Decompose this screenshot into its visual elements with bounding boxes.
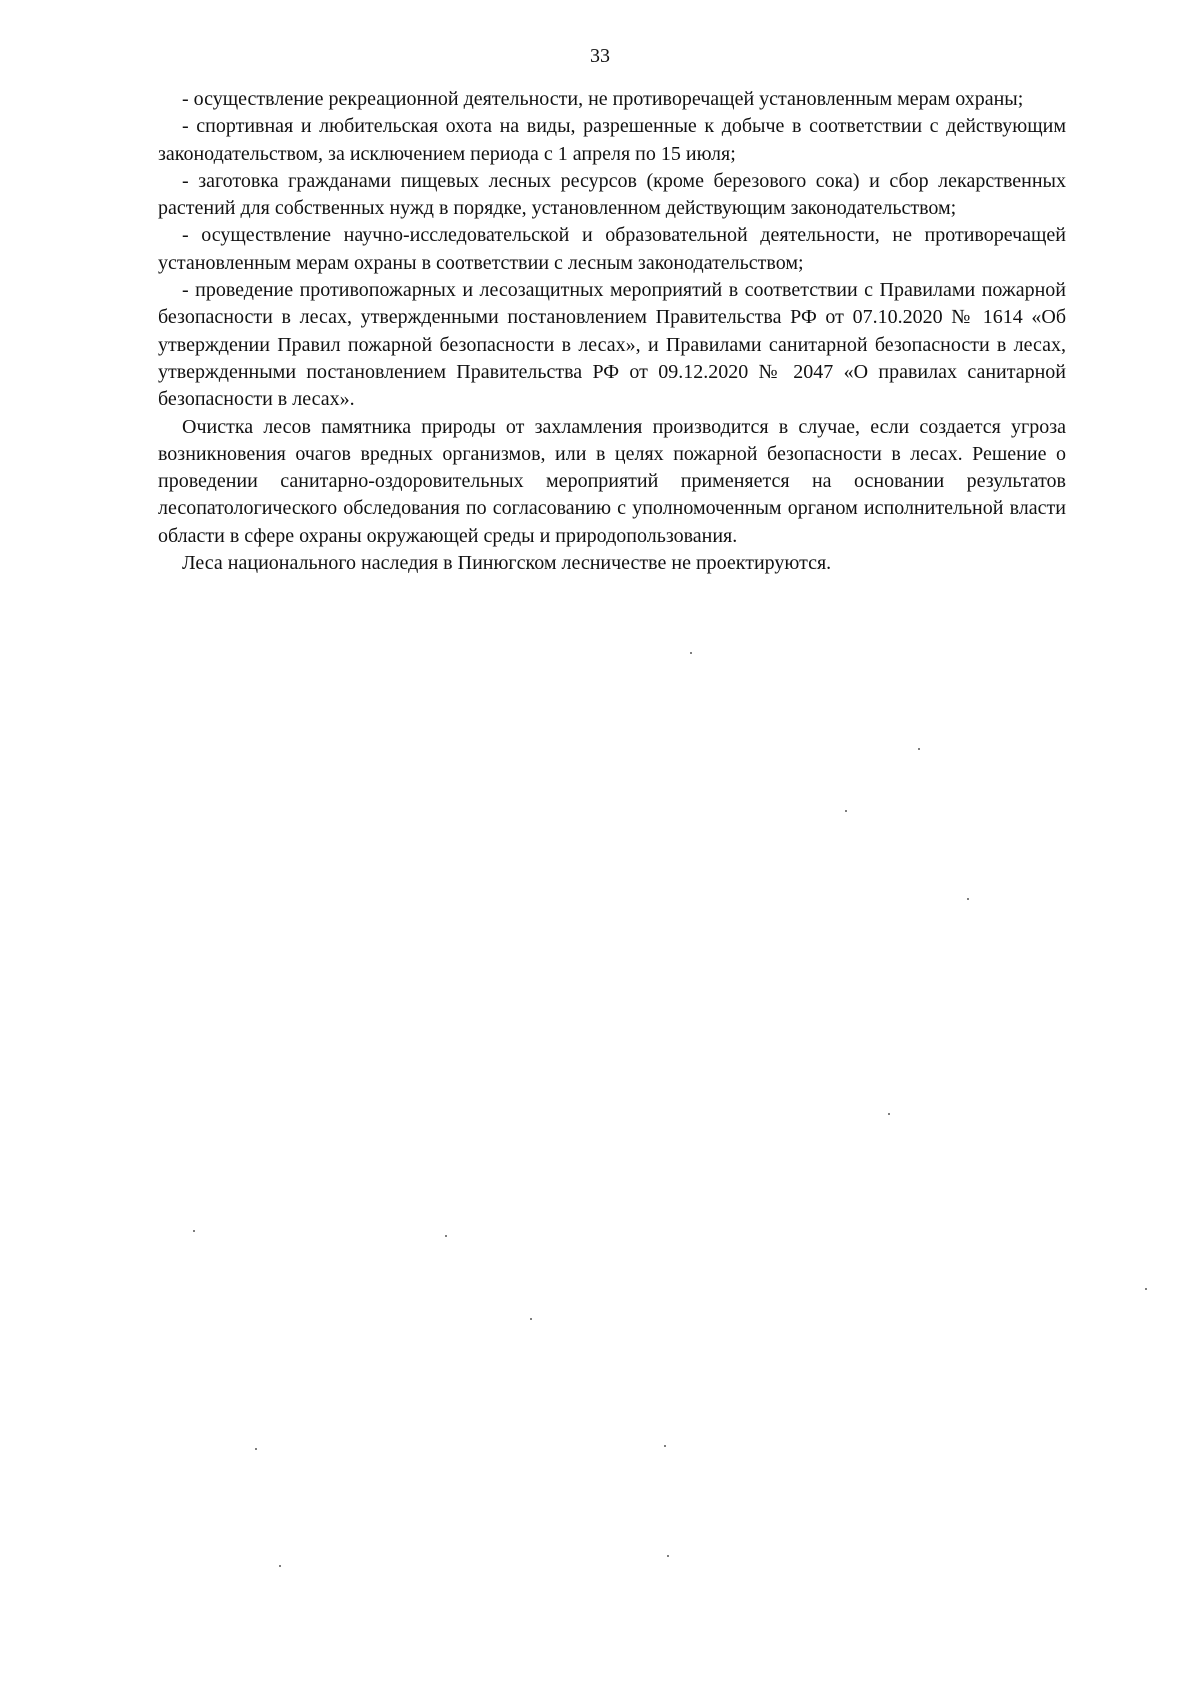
paragraph-research: - осуществление научно-исследовательской и образовательной деятельности, не противоречащей установленным мерам охраны в соответствии с лесным законодательством; — [158, 224, 1066, 274]
document-body — [158, 86, 1066, 577]
scan-speck — [193, 1230, 195, 1232]
paragraph-hunting: - спортивная и любительская охота на виды, разрешенные к добыче в соответствии с действующим законодательством, за исключением периода с 1 апреля по 15 июля; — [158, 115, 1066, 165]
scan-speck — [1145, 1288, 1147, 1290]
scan-speck — [530, 1318, 532, 1320]
scan-speck — [845, 810, 847, 812]
scan-speck — [279, 1565, 281, 1567]
paragraph-fire-protection: - проведение противопожарных и лесозащитных мероприятий в соответствии с Правилами пожарной безопасности в лесах, утвержденными постановлением Правительства РФ от 07.10.2020 № 1614 «Об утверждении Правил пожарной безопасности в лесах», и Правилами санитарной безопасности в лесах, утвержденными постановлением Правительства РФ от 09.12.2020 № 2047 «О правилах санитарной безопасности в лесах». — [158, 279, 1066, 411]
paragraph-forest-cleaning: Очистка лесов памятника природы от захламления производится в случае, если создается угроза возникновения очагов вредных организмов, или в целях пожарной безопасности в лесах. Решение о проведении санитарно-оздоровительных мероприятий применяется на основании результатов лесопатологического обследования по согласованию с уполномоченным органом исполнительной власти области в сфере охраны окружающей среды и природопользования. — [158, 415, 1066, 547]
scan-speck — [255, 1448, 257, 1450]
paragraph-recreation: - осуществление рекреационной деятельности, не противоречащей установленным мерам охраны; — [182, 88, 1024, 110]
scan-speck — [967, 898, 969, 900]
scan-speck — [445, 1235, 447, 1237]
page-number: 33 — [590, 45, 610, 67]
scan-speck — [918, 748, 920, 750]
scan-speck — [888, 1113, 890, 1115]
scan-speck — [690, 652, 692, 654]
paragraph-forest-resources: - заготовка гражданами пищевых лесных ресурсов (кроме березового сока) и сбор лекарственных растений для собственных нужд в порядке, установленном действующим законодательством; — [158, 169, 1066, 220]
paragraph-national-heritage: Леса национального наследия в Пинюгском лесничестве не проектируются. — [182, 552, 832, 575]
scan-speck — [664, 1445, 666, 1447]
scan-speck — [667, 1555, 669, 1557]
